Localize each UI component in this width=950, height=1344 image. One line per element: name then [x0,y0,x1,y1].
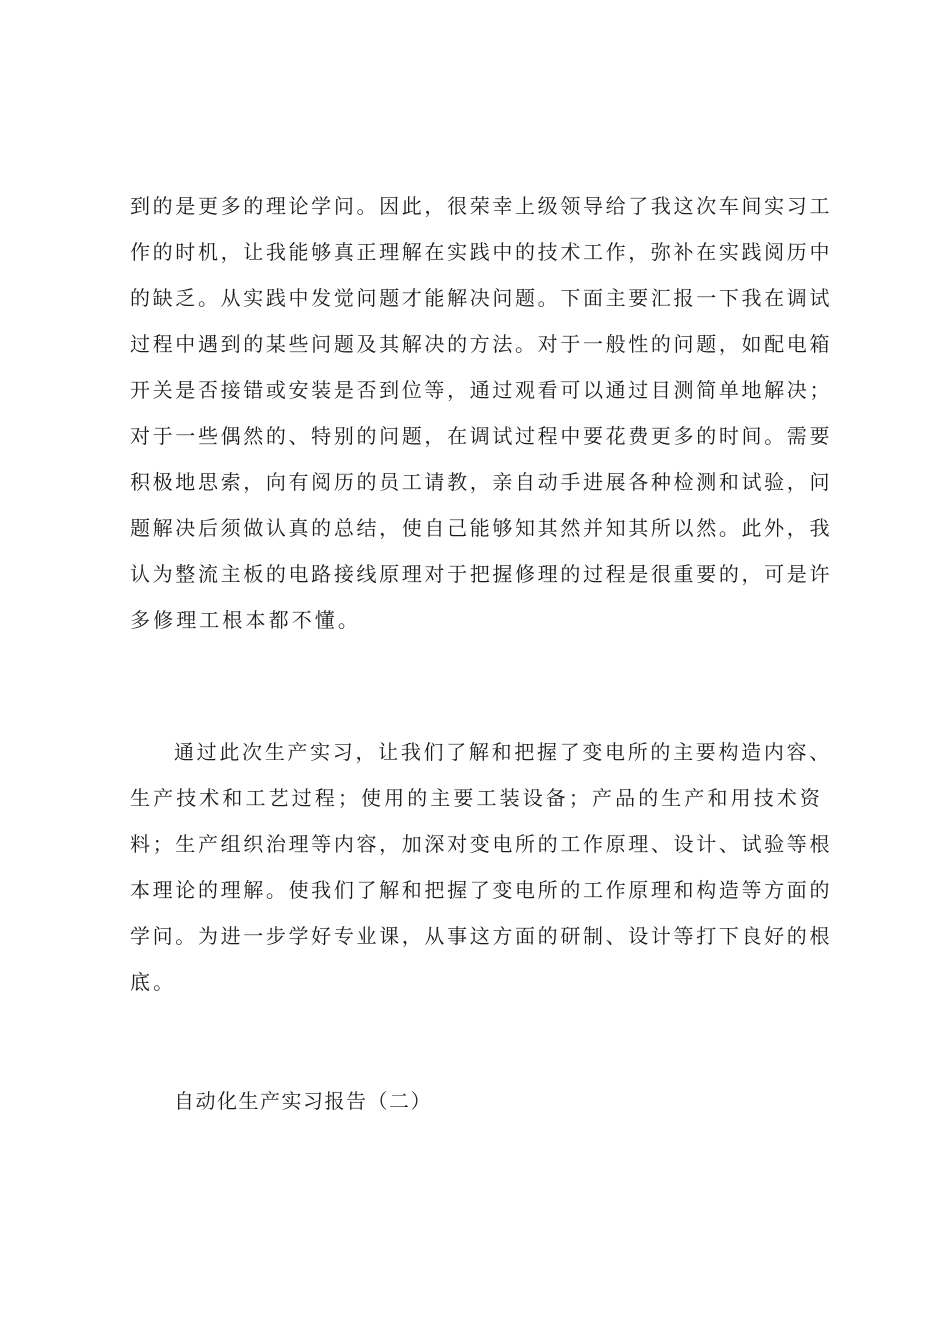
text-line: 本理论的理解。使我们了解和把握了变电所的工作原理和构造等方面的 [130,878,833,902]
text-line: 题解决后须做认真的总结，使自己能够知其然并知其所以然。此外，我 [130,516,833,540]
body-paragraph-1 [130,183,832,643]
text-line: 对于一些偶然的、特别的问题，在调试过程中要花费更多的时间。需要 [130,424,833,448]
text-line: 到的是更多的理论学问。因此，很荣幸上级领导给了我这次车间实习工 [130,194,833,218]
text-line: 多修理工根本都不懂。 [130,608,361,632]
section-heading: 自动化生产实习报告（二） [174,1089,432,1113]
text-line: 料；生产组织治理等内容，加深对变电所的工作原理、设计、试验等根 [130,832,833,856]
body-paragraph-2 [130,729,832,1005]
text-line: 开关是否接错或安装是否到位等，通过观看可以通过目测简单地解决； [130,378,833,402]
text-line: 作的时机，让我能够真正理解在实践中的技术工作，弥补在实践阅历中 [130,240,833,264]
text-line: 生产技术和工艺过程；使用的主要工装设备；产品的生产和用技术资 [130,786,823,810]
text-line: 学问。为进一步学好专业课，从事这方面的研制、设计等打下良好的根 [130,924,833,948]
text-line: 通过此次生产实习，让我们了解和把握了变电所的主要构造内容、 [174,740,832,764]
text-line: 过程中遇到的某些问题及其解决的方法。对于一般性的问题，如配电箱 [130,332,833,356]
text-line: 底。 [130,970,177,994]
text-line: 积极地思索，向有阅历的员工请教，亲自动手进展各种检测和试验，问 [130,470,833,494]
text-line: 的缺乏。从实践中发觉问题才能解决问题。下面主要汇报一下我在调试 [130,286,833,310]
text-line: 认为整流主板的电路接线原理对于把握修理的过程是很重要的，可是许 [130,562,833,586]
